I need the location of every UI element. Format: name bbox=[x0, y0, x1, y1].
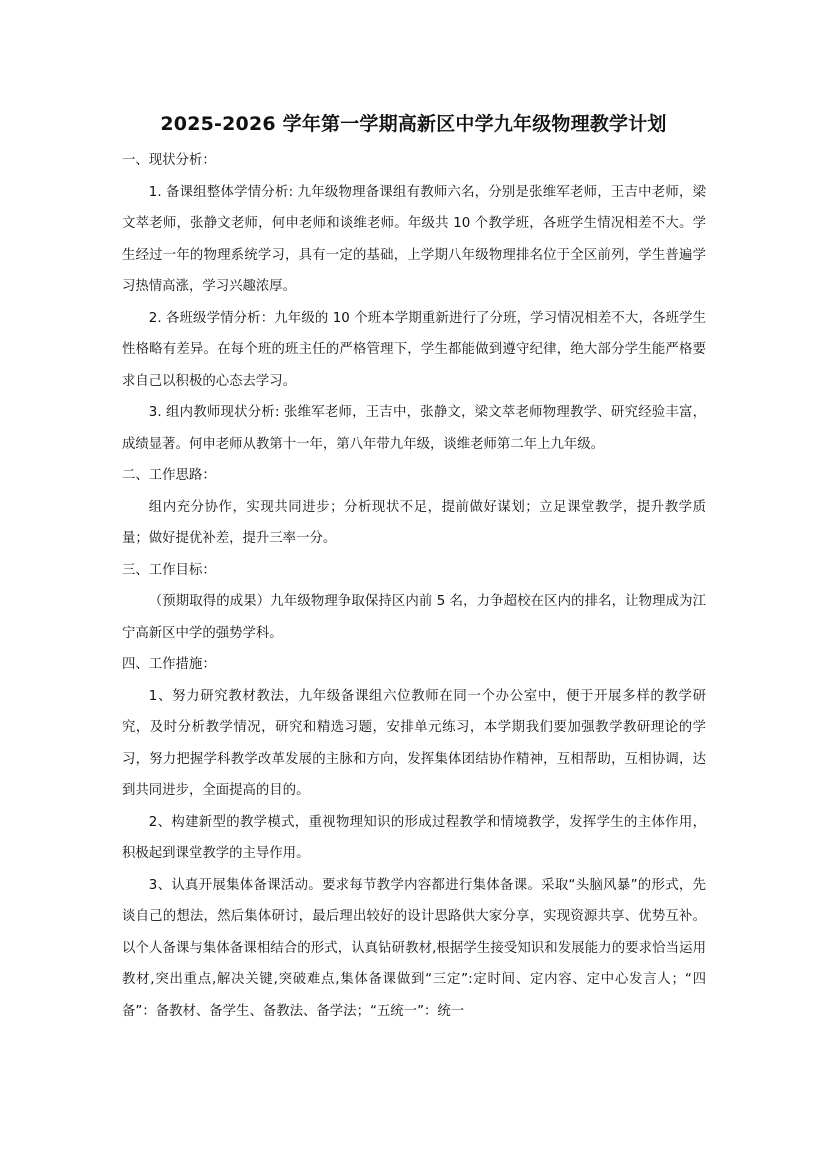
paragraph-work-goals: （预期取得的成果）九年级物理争取保持区内前 5 名，力争超校在区内的排名，让物理成为江宁高新区中学的强势学科。 bbox=[122, 594, 706, 641]
document-title: 2025-2026 学年第一学期高新区中学九年级物理教学计划 bbox=[160, 113, 667, 135]
paragraph-work-ideas: 组内充分协作，实现共同进步；分析现状不足，提前做好谋划；立足课堂教学，提升教学质量；做好提优补差，提升三率一分。 bbox=[122, 499, 706, 546]
paragraph-group-analysis: 1. 备课组整体学情分析: 九年级物理备课组有教师六名，分别是张维军老师，王吉中老师，梁文萃老师，张静文老师，何申老师和谈维老师。年级共 10 个教学班，各班学生情况相差不大。学生经过一年的物理系统学习，具有一定的基础，上学期八年级物理排名位于全区前列，学生普遍学习热情高涨，学习兴趣浓厚。 bbox=[122, 184, 706, 294]
paragraph-measure-1: 1、努力研究教材教法，九年级备课组六位教师在同一个办公室中，便于开展多样的教学研究，及时分析教学情况，研究和精选习题，安排单元练习，本学期我们要加强教学教研理论的学习，努力把握学科教学改革发展的主脉和方向，发挥集体团结协作精神，互相帮助，互相协调，达到共同进步，全面提高的目的。 bbox=[122, 688, 706, 798]
section-heading-work-ideas: 二、工作思路： bbox=[122, 468, 216, 483]
section-heading-work-measures: 四、工作措施： bbox=[122, 657, 216, 672]
paragraph-class-analysis: 2. 各班级学情分析：九年级的 10 个班本学期重新进行了分班，学习情况相差不大，各班学生性格略有差异。在每个班的班主任的严格管理下，学生都能做到遵守纪律，绝大部分学生能严格要求自己以积极的心态去学习。 bbox=[122, 310, 706, 389]
section-heading-status-analysis: 一、现状分析： bbox=[122, 153, 216, 168]
paragraph-teacher-analysis: 3. 组内教师现状分析: 张维军老师，王吉中，张静文，梁文萃老师物理教学、研究经验丰富，成绩显著。何申老师从教第十一年，第八年带九年级，谈维老师第二年上九年级。 bbox=[122, 405, 706, 452]
section-heading-work-goals: 三、工作目标： bbox=[122, 562, 216, 578]
document-body bbox=[122, 145, 706, 1027]
paragraph-measure-2: 2、构建新型的教学模式，重视物理知识的形成过程教学和情境教学，发挥学生的主体作用，积极起到课堂教学的主导作用。 bbox=[122, 814, 706, 861]
paragraph-measure-3: 3、认真开展集体备课活动。要求每节教学内容都进行集体备课。采取“头脑风暴”的形式，先谈自己的想法，然后集体研讨，最后理出较好的设计思路供大家分享，实现资源共享、优势互补。以个人备课与集体备课相结合的形式，认真钻研教材,根据学生接受知识和发展能力的要求恰当运用教材,突出重点,解决关键,突破难点,集体备课做到“三定”:定时间、定内容、定中心发言人；“四备”：备教材、备学生、备教法、备学法；“五统一”：统一 bbox=[122, 877, 706, 1019]
